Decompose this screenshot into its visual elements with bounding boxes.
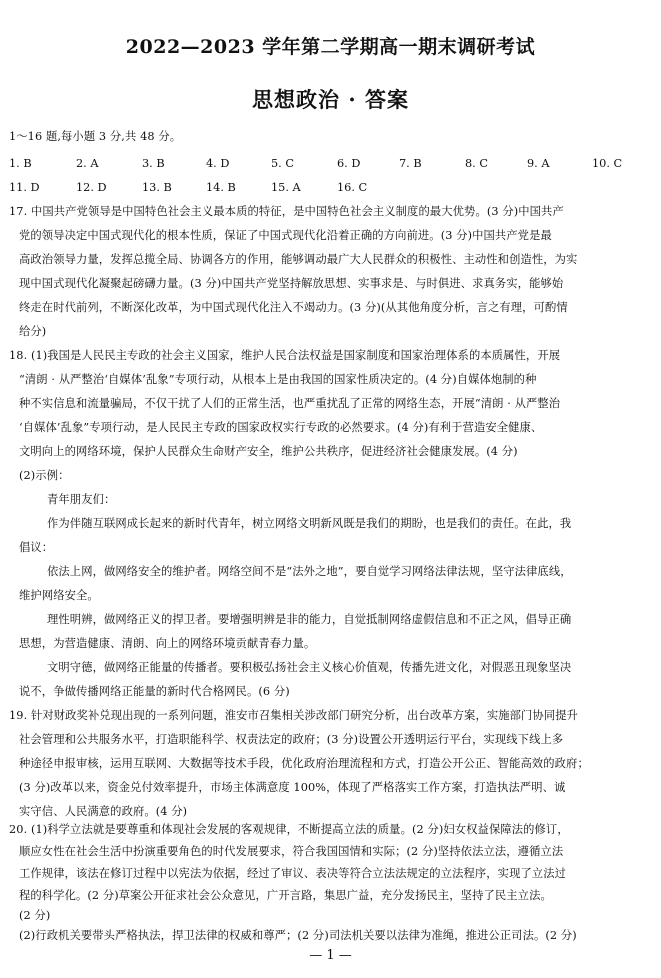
q18-line: 倡议： xyxy=(19,541,54,554)
q20-line: 顺应女性在社会生活中扮演重要角色的时代发展要求，符合我国国情和实际；(2 分)坚持依法立法，遵循立法 xyxy=(19,845,564,858)
mc-answer: 15. A xyxy=(271,181,301,194)
q17-line: 17. 中国共产党领导是中国特色社会主义最本质的特征，是中国特色社会主义制度的最大优势。(3 分)中国共产 xyxy=(9,205,564,218)
q18-line: 理性明辨，做网络正义的捍卫者。要增强明辨是非的能力，自觉抵制网络虚假信息和不正之风，倡导正确 xyxy=(47,613,572,626)
q19-line: (3 分)改革以来，资金兑付效率提升，市场主体满意度 100%，体现了严格落实工作方案，打造执法严明、诚 xyxy=(19,781,566,794)
q17-line: 终走在时代前列，不断深化改革，为中国式现代化注入不竭动力。(3 分)(从其他角度分析，言之有理，可酌情 xyxy=(19,301,568,314)
mc-answer-row-1 xyxy=(9,152,649,176)
q17-line: 党的领导决定中国式现代化的根本性质，保证了中国式现代化沿着正确的方向前进。(3 分)中国共产党是最 xyxy=(19,229,552,242)
q18-line: 维护网络安全。 xyxy=(19,589,99,602)
q20-line: 程的科学化。(2 分)草案公开征求社会公众意见，广开言路，集思广益，充分发扬民主，坚持了民主立法。 xyxy=(19,889,552,902)
q18-line: 作为伴随互联网成长起来的新时代青年，树立网络文明新风既是我们的期盼，也是我们的责任。在此，我 xyxy=(47,517,572,530)
mc-answer: 1. B xyxy=(9,157,32,170)
q20-line: (2)行政机关要带头严格执法，捍卫法律的权威和尊严；(2 分)司法机关要以法律为准绳，推进公正司法。(2 分) xyxy=(19,929,577,942)
mc-answer: 6. D xyxy=(337,157,361,170)
q18-line: (2)示例： xyxy=(19,469,70,482)
subject-title: 思想政治 · 答案 xyxy=(252,87,409,112)
q18-line: 青年朋友们： xyxy=(47,493,116,506)
q17-line: 现中国式现代化凝聚起磅礴力量。(3 分)中国共产党坚持解放思想、实事求是、与时俱进、求真务实，能够始 xyxy=(19,277,564,290)
mc-answer-row-2 xyxy=(9,176,649,200)
q18-line: 说不，争做传播网络正能量的新时代合格网民。(6 分) xyxy=(19,685,290,698)
q18-line: 依法上网，做网络安全的维护者。网络空间不是“法外之地”，要自觉学习网络法律法规，坚守法律底线， xyxy=(47,565,572,578)
q18-line: ‘自媒体’乱象”专项行动，是人民民主专政的国家政权实行专政的必然要求。(4 分)有利于营造安全健康、 xyxy=(19,421,543,434)
mc-intro: 1～16 题,每小题 3 分,共 48 分。 xyxy=(9,130,182,143)
mc-answer: 10. C xyxy=(592,157,623,170)
q18-line: 种不实信息和流量骗局，不仅干扰了人们的正常生活，也严重扰乱了正常的网络生态，开展“清朗 · 从严整治 xyxy=(19,397,561,410)
mc-answer: 5. C xyxy=(271,157,295,170)
q20-line: 20. (1)科学立法就是要尊重和体现社会发展的客观规律，不断提高立法的质量。(2 分)妇女权益保障法的修订， xyxy=(9,823,569,836)
mc-answer: 7. B xyxy=(399,157,422,170)
mc-answer: 14. B xyxy=(206,181,236,194)
q18-line: “清朗 · 从严整治‘自媒体’乱象”专项行动，从根本上是由我国的国家性质决定的。(4 分)自媒体炮制的种 xyxy=(19,373,537,386)
q17-line: 高政治领导力量，发挥总揽全局、协调各方的作用，能够调动最广大人民群众的积极性、主动性和创造性，为实 xyxy=(19,253,578,266)
exam-title: 2022—2023 学年第二学期高一期末调研考试 xyxy=(125,36,536,58)
mc-answer: 16. C xyxy=(337,181,368,194)
mc-answer: 3. B xyxy=(142,157,165,170)
page-number: — 1 — xyxy=(309,948,352,963)
q19-line: 实守信、人民满意的政府。(4 分) xyxy=(19,805,188,818)
mc-answer: 2. A xyxy=(76,157,99,170)
mc-answer: 11. D xyxy=(9,181,40,194)
q17-line: 给分) xyxy=(19,325,47,338)
mc-answer: 12. D xyxy=(76,181,107,194)
mc-answer: 4. D xyxy=(206,157,230,170)
q20-line: (2 分) xyxy=(19,909,51,922)
q19-line: 种途径申报审核，运用互联网、大数据等技术手段，优化政府治理流程和方式，打造公开公正、智能高效的政府； xyxy=(19,757,589,770)
q19-line: 社会管理和公共服务水平，打造职能科学、权责法定的政府；(3 分)设置公开透明运行平台，实现线下线上多 xyxy=(19,733,564,746)
q18-line: 思想，为营造健康、清朗、向上的网络环境贡献青春力量。 xyxy=(19,637,316,650)
q18-line: 18. (1)我国是人民民主专政的社会主义国家，维护人民合法权益是国家制度和国家治理体系的本质属性，开展 xyxy=(9,349,561,362)
mc-answer: 9. A xyxy=(527,157,550,170)
mc-answer: 13. B xyxy=(142,181,172,194)
q18-line: 文明守德，做网络正能量的传播者。要积极弘扬社会主义核心价值观，传播先进文化，对假恶丑现象坚决 xyxy=(47,661,572,674)
q18-line: 文明向上的网络环境，保护人民群众生命财产安全，维护公共秩序，促进经济社会健康发展。(4 分) xyxy=(19,445,518,458)
q19-line: 19. 针对财政奖补兑现出现的一系列问题，淮安市召集相关涉改部门研究分析，出台改革方案，实施部门协同提升 xyxy=(9,709,579,722)
q20-line: 工作规律，该法在修订过程中以宪法为依据，经过了审议、表决等符合立法法规定的立法程序，实现了立法过 xyxy=(19,867,567,880)
mc-answer: 8. C xyxy=(465,157,489,170)
